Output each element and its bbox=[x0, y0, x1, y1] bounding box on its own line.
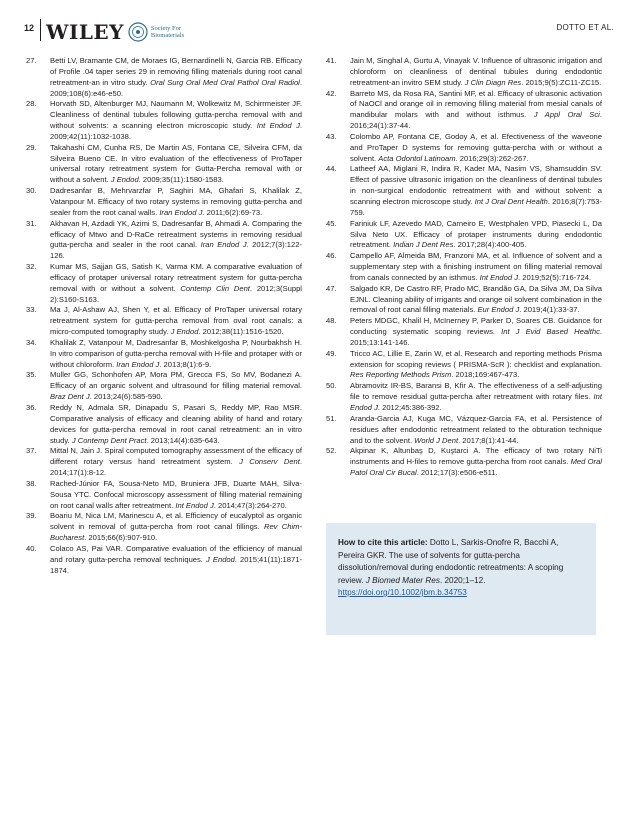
reference-journal: Indian J Dent Res bbox=[393, 240, 454, 250]
reference-journal: Int J Oral Dent Health bbox=[474, 196, 548, 206]
reference-details: . 2009;42(11):1032-1038. bbox=[50, 121, 302, 141]
reference-text: Abramovitz IR-BS, Baransi B, Kfir A. The effectiveness of a self-adjusting file to remove residual gutta-percha after retreatment with rotary files. bbox=[350, 381, 602, 402]
reference-number: 44. bbox=[326, 164, 337, 174]
reference-details: . 2015;41(11):1871-1874. bbox=[50, 554, 302, 575]
reference-item bbox=[26, 403, 302, 446]
reference-details: . 2012;7(3):122-126. bbox=[50, 240, 302, 261]
reference-text: Kumar MS, Sajjan GS, Satish K, Varma KM. A comparative evaluation of efficacy of protaper universal rotary retreatment system for gutta-percha removal with or without a solvent. bbox=[50, 262, 302, 293]
reference-number: 51. bbox=[326, 413, 337, 423]
reference-item bbox=[26, 305, 302, 338]
reference-text: Tricco AC, Lillie E, Zarin W, et al. Research and reporting methods Prisma extension for scoping reviews ( PRISMA-ScR ): checklist and explanation. bbox=[350, 348, 602, 369]
reference-text: Muller GG, Schonhofen AP, Mora PM, Grecca FS, So MV, Bodanezi A. Efficacy of an organic solvent and ultrasound for filling material removal. bbox=[50, 370, 302, 391]
reference-details: . 2015;66(6):907-910. bbox=[84, 533, 158, 543]
how-to-cite-box bbox=[326, 523, 596, 635]
reference-details: . 2012;3(Suppl 2):S160-S163. bbox=[50, 283, 302, 304]
reference-item bbox=[326, 219, 602, 252]
reference-details: . 2013;14(4):635-643. bbox=[146, 435, 220, 445]
reference-list-right bbox=[326, 56, 602, 479]
reference-number: 32. bbox=[26, 262, 37, 272]
reference-text: Reddy N, Admala SR, Dinapadu S, Pasari S, Reddy MP, Rao MSR. Comparative analysis of efficacy and cleaning ability of hand and rotary devices for gutta-percha removal in root canal retreatment: an in vitro study. bbox=[50, 403, 302, 445]
reference-details: . 2013;8(1):6-9. bbox=[159, 359, 212, 369]
reference-journal: J Endod bbox=[110, 175, 139, 185]
reference-item bbox=[26, 143, 302, 186]
cite-post: . 2020;1–12. bbox=[439, 575, 486, 585]
reference-details: . 2015;13:141-146. bbox=[350, 327, 603, 347]
page-header bbox=[24, 16, 614, 48]
reference-journal: Iran Endod J bbox=[200, 240, 247, 250]
reference-item bbox=[26, 479, 302, 512]
cite-doi-link[interactable]: https://doi.org/10.1002/jbm.b.34753 bbox=[338, 588, 467, 597]
reference-journal: Int Endod J bbox=[175, 500, 214, 510]
reference-number: 39. bbox=[26, 511, 37, 521]
reference-number: 33. bbox=[26, 305, 37, 315]
reference-number: 38. bbox=[26, 478, 37, 488]
reference-item bbox=[326, 381, 602, 414]
reference-item bbox=[26, 219, 302, 262]
reference-details: . 2015;9(5):ZC11-ZC15. bbox=[521, 77, 602, 87]
society-seal-icon bbox=[128, 22, 148, 42]
reference-item bbox=[26, 511, 302, 544]
reference-journal: J Conserv Dent bbox=[239, 457, 300, 467]
reference-item bbox=[26, 544, 302, 577]
reference-item bbox=[26, 99, 302, 142]
reference-details: . 2013;24(6):585-590. bbox=[89, 392, 163, 402]
reference-number: 42. bbox=[326, 88, 337, 98]
reference-text: Fariniuk LF, Azevedo MAD, Carneiro E, Westphalen VPD, Piasecki L, Da Silva Neto UX. Efficacy of protaper instruments during endodontic retreatment. bbox=[350, 218, 602, 250]
reference-journal: Acta Odontol Latinoam bbox=[378, 153, 456, 163]
reference-details: . 2017;28(4):400-405. bbox=[453, 240, 527, 250]
reference-details: . 2019;4(1):33-37. bbox=[519, 305, 580, 315]
reference-details: . 2019;52(5):716-724. bbox=[518, 272, 592, 282]
reference-number: 29. bbox=[26, 142, 37, 152]
header-divider bbox=[40, 19, 41, 41]
reference-text: Campello AF, Almeida BM, Franzoni MA, et al. Influence of solvent and a supplementary step with a finishing instrument on filling material removal from canals connected by an isthmus. bbox=[350, 251, 602, 282]
reference-item bbox=[326, 56, 602, 89]
reference-number: 36. bbox=[26, 403, 37, 412]
reference-text: Ma J, Al-Ashaw AJ, Shen Y, et al. Efficacy of ProTaper universal rotary retreatment system for gutta-percha removal from oval root canals: a micro-computed tomography study. bbox=[50, 305, 302, 337]
reference-number: 43. bbox=[326, 131, 337, 141]
reference-journal: Iran Endod J bbox=[159, 207, 203, 217]
reference-item bbox=[326, 164, 602, 218]
reference-text: Colaco AS, Pai VAR. Comparative evaluation of the efficiency of manual and rotary gutta-percha removal techniques. bbox=[50, 543, 302, 564]
reference-item bbox=[326, 414, 602, 447]
reference-journal: Int J Evid Based Healthc bbox=[501, 327, 600, 337]
reference-journal: J Endod bbox=[170, 327, 199, 337]
reference-item bbox=[26, 338, 302, 371]
reference-text: Boariu M, Nica LM, Marinescu A, et al. Efficiency of eucalyptol as organic solvent in removal of gutta-percha from root canal fillings. bbox=[50, 511, 302, 532]
reference-journal: J Endod bbox=[206, 554, 235, 564]
reference-details: . 2012;17(3):e506-e511. bbox=[416, 468, 498, 478]
reference-number: 35. bbox=[26, 370, 37, 380]
reference-column-right bbox=[326, 56, 602, 479]
reference-text: Jain M, Singhal A, Gurtu A, Vinayak V. Influence of ultrasonic irrigation and chloroform on cleanliness of dentinal tubules during endodontic retreatment-an invitro SEM study. bbox=[350, 56, 602, 87]
reference-details: . 2014;17(1):8-12. bbox=[50, 457, 302, 478]
reference-details: . 2016;29(3):262-267. bbox=[455, 153, 529, 163]
reference-number: 40. bbox=[26, 543, 37, 553]
reference-journal: J Clin Diagn Res bbox=[464, 77, 522, 87]
reference-text: Dadresanfar B, Mehrvarzfar P, Saghiri MA, Ghafari S, Khalilak Z, Vatanpour M. Efficacy of two rotary systems in removing gutta-percha and sealer from the root canal walls. bbox=[50, 186, 302, 217]
cite-text: Dotto L, Sarkis-Onofre R, Bacchi A, Pereira GKR. The use of solvents for gutta-percha dissolution/removal during endodontic retreatments: A scoping review. bbox=[338, 538, 564, 585]
reference-journal: World J Dent bbox=[414, 435, 459, 445]
reference-text: Akpinar K, Altunbaş D, Kuştarci A. The efficacy of two rotary NiTi instruments and H-files to remove gutta-percha from root canals. bbox=[350, 446, 602, 467]
reference-item bbox=[26, 446, 302, 479]
reference-number: 47. bbox=[326, 283, 337, 293]
reference-text: Salgado KR, De Castro RF, Prado MC, Brandão GA, Da Silva JM, Da Silva EJNL. Cleaning ability of irrigants and orange oil solvent combination in the removal of root canal filling materials. bbox=[350, 283, 603, 315]
cite-journal: J Biomed Mater Res bbox=[365, 575, 440, 585]
reference-item bbox=[326, 89, 602, 132]
reference-text: Rached-Júnior FA, Sousa-Neto MD, Bruniera JFB, Duarte MAH, Silva-Sousa YTC. Confocal microscopy assessment of filling material remaining on root canal walls after retreatment. bbox=[50, 478, 302, 510]
reference-details: . 2016;24(1):37-44. bbox=[350, 110, 602, 131]
reference-text: Mittal N, Jain J. Spiral computed tomography assessment of the efficacy of different rotary versus hand retreatment system. bbox=[50, 446, 302, 467]
society-line-2: Biomaterials bbox=[150, 32, 185, 39]
reference-details: . 2018;169:467-473. bbox=[451, 370, 520, 380]
reference-column-left bbox=[26, 56, 302, 577]
reference-item bbox=[26, 56, 302, 99]
reference-item bbox=[326, 349, 602, 382]
reference-journal: Braz Dent J bbox=[50, 392, 90, 402]
reference-number: 34. bbox=[26, 337, 37, 347]
reference-text: Colombo AP, Fontana CE, Godoy A, et al. Efectiveness of the waveone and ProTaper D systems for removing gutta-percha with or without a solvent. bbox=[350, 131, 602, 163]
reference-journal: Int Endod J bbox=[479, 272, 519, 282]
reference-journal: Int Endod J bbox=[256, 121, 300, 131]
reference-number: 27. bbox=[26, 56, 37, 65]
reference-text: Akhavan H, Azdadi YK, Azimi S, Dadresanfar B, Ahmadi A. Comparing the efficacy of Mtwo and D-RaCe retreatment systems in removing residual gutta-percha and sealer in the root canal. bbox=[50, 218, 302, 250]
reference-list-left bbox=[26, 56, 302, 577]
reference-details: . 2011;6(2):69-73. bbox=[202, 207, 263, 217]
reference-item bbox=[326, 284, 602, 317]
reference-item bbox=[326, 132, 602, 165]
reference-text: Betti LV, Bramante CM, de Moraes IG, Bernardinelli N, Garcia RB. Efficacy of Profile .04 taper series 29 in removing filling materials during root canal retreatment-an in vitro study. bbox=[50, 56, 302, 87]
reference-journal: Int Endod J bbox=[350, 392, 602, 412]
society-name bbox=[151, 25, 184, 39]
reference-text: Horvath SD, Altenburger MJ, Naumann M, Wolkewitz M, Schirrmeister JF. Cleanliness of dentinal tubules following gutta-percha removal with and without solvents: a scanning electron microscopic study. bbox=[50, 99, 302, 131]
reference-details: . 2014;47(3):264-270. bbox=[213, 500, 287, 510]
reference-journal: Oral Surg Oral Med Oral Pathol Oral Radiol bbox=[150, 77, 300, 87]
reference-journal: Iran Endod J bbox=[116, 359, 160, 369]
publisher-name: WILEY bbox=[46, 20, 124, 44]
reference-number: 46. bbox=[326, 251, 337, 261]
reference-number: 37. bbox=[26, 446, 37, 456]
reference-number: 49. bbox=[326, 348, 337, 358]
reference-journal: Contemp Clin Dent bbox=[180, 283, 250, 293]
reference-journal: Eur Endod J bbox=[477, 305, 520, 315]
reference-number: 50. bbox=[326, 381, 337, 391]
reference-item bbox=[326, 316, 602, 349]
reference-number: 28. bbox=[26, 99, 37, 109]
reference-text: Latheef AA, Miglani R, Indira R, Kader MA, Nasim VS, Shamsuddin SV. Effect of passive ultrasonic irrigation on the cleanliness of dentinal tubules in non-surgical endodontic retreatment with and without solvent: a scanning electron microscope study. bbox=[350, 164, 602, 206]
reference-number: 45. bbox=[326, 218, 337, 228]
reference-journal: J Contemp Dent Pract bbox=[71, 435, 147, 445]
reference-number: 48. bbox=[326, 316, 337, 326]
society-line-1: Society For bbox=[150, 25, 182, 32]
reference-journal: Rev Chim-Bucharest bbox=[50, 522, 302, 543]
reference-journal: Med Oral Patol Oral Cir Bucal bbox=[350, 457, 602, 478]
cite-label: How to cite this article: bbox=[338, 538, 428, 547]
reference-text: Aranda-Garcia AJ, Kuga MC, Vázquez-Garcia FA, et al. Persistence of residues after endodontic retreatment related to the obturation technique and to the solvent. bbox=[350, 413, 602, 445]
reference-item bbox=[26, 262, 302, 305]
reference-details: . 2012;45:386-392. bbox=[377, 403, 442, 412]
running-head: DOTTO ET AL. bbox=[556, 23, 614, 32]
reference-details: . 2012;38(11):1516-1520. bbox=[198, 327, 284, 337]
reference-text: Khalilak Z, Vatanpour M, Dadresanfar B, Moshkelgosha P, Nourbakhsh H. In vitro comparison of gutta-percha removal with H-file and protaper with or without chloroform. bbox=[50, 337, 302, 369]
reference-item bbox=[26, 370, 302, 403]
reference-journal: Res Reporting Methods Prism bbox=[350, 370, 452, 380]
reference-details: . 2009;35(11):1580-1583. bbox=[138, 175, 224, 185]
reference-item bbox=[326, 446, 602, 479]
reference-item bbox=[326, 251, 602, 284]
reference-text: Peters MDGC, Khalil H, McInerney P, Parker D, Soares CB. Guidance for conducting systematic scoping reviews. bbox=[350, 316, 602, 337]
reference-details: . 2016;8(7):753-759. bbox=[350, 196, 602, 217]
reference-text: Barreto MS, da Rosa RA, Santini MF, et al. Efficacy of ultrasonic activation of NaOCl and orange oil in removing filling material from mesial canals of mandibular molars with and without isthmus. bbox=[350, 88, 602, 120]
reference-text: Takahashi CM, Cunha RS, De Martin AS, Fontana CE, Silveira CFM, da Silveira Bueno CE. In vitro evaluation of the effectiveness of ProTaper universal rotary retreatment system for Gutta-Percha removal with or without a solvent. bbox=[50, 142, 302, 185]
reference-details: . 2009;108(6):e46-e50. bbox=[50, 77, 302, 98]
reference-journal: J Appl Oral Sci bbox=[533, 110, 600, 120]
reference-number: 31. bbox=[26, 218, 37, 228]
reference-details: . 2017;8(1):41-44. bbox=[458, 435, 519, 445]
publisher-logo bbox=[46, 19, 184, 45]
reference-number: 41. bbox=[326, 56, 337, 65]
reference-number: 52. bbox=[326, 446, 337, 456]
reference-number: 30. bbox=[26, 186, 37, 196]
page-number: 12 bbox=[24, 23, 35, 33]
reference-item bbox=[26, 186, 302, 219]
